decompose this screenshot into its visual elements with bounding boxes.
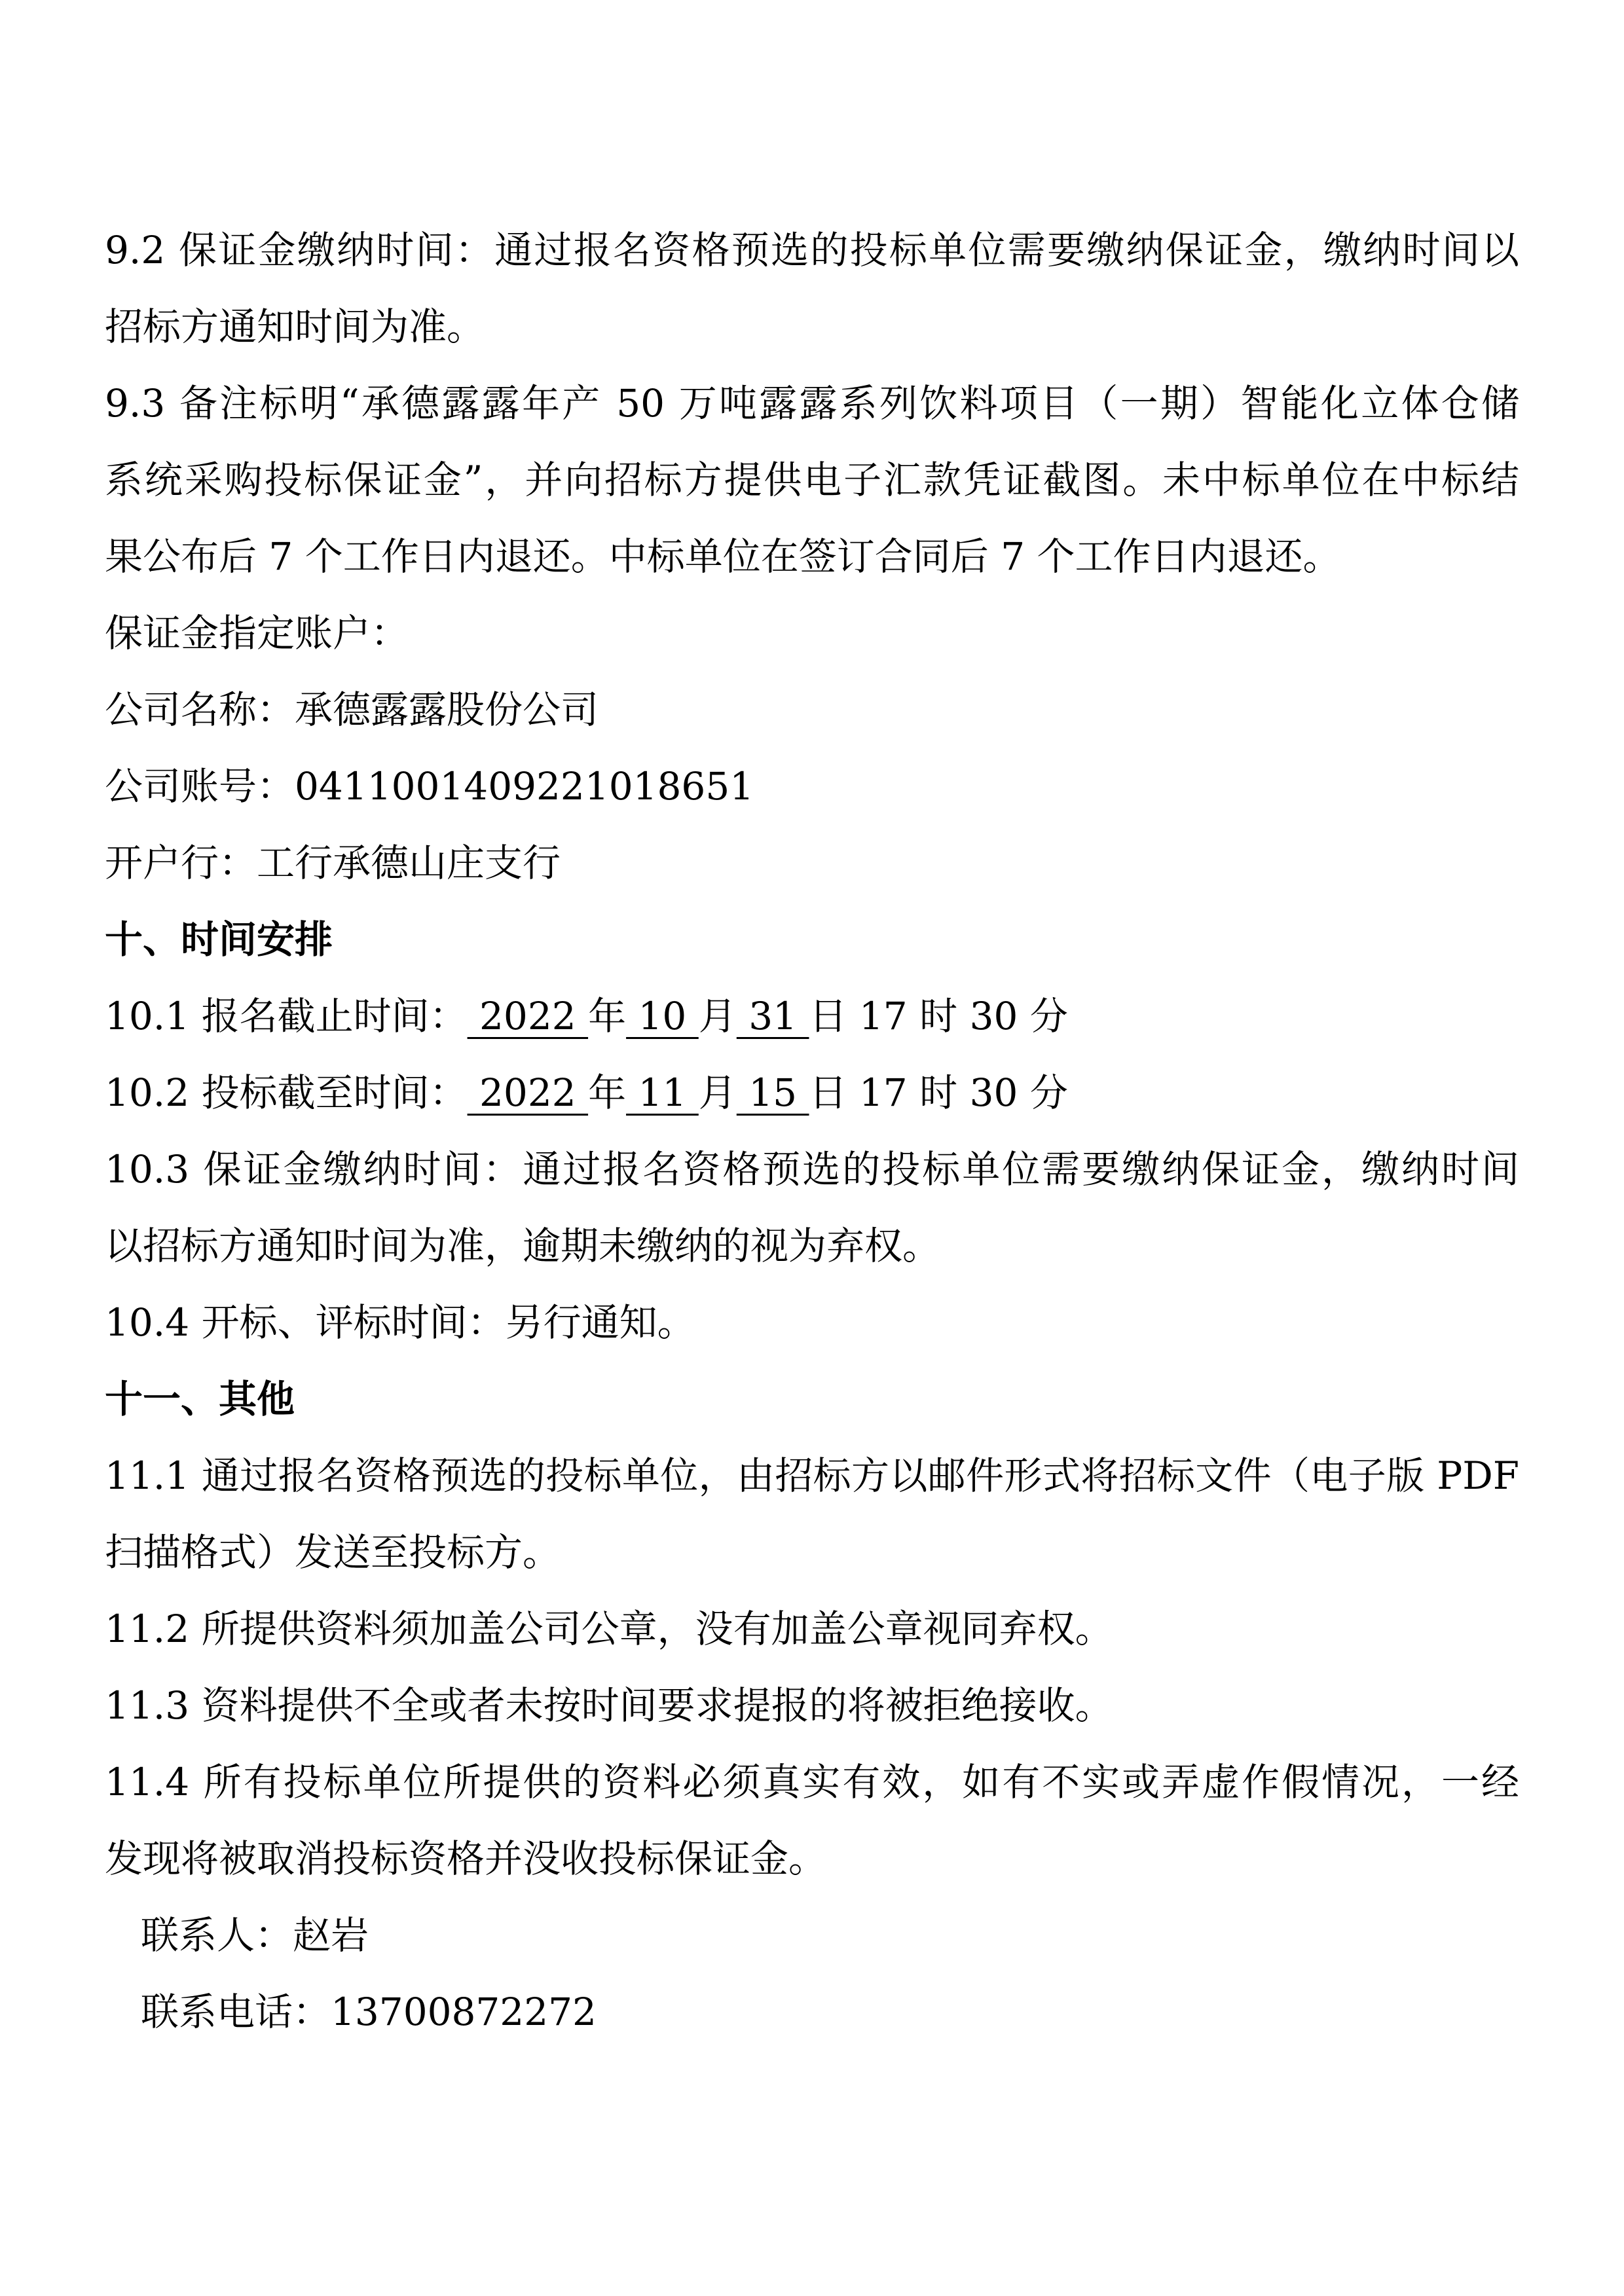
text-segment: 月 bbox=[698, 994, 737, 1038]
document-line bbox=[105, 289, 1519, 365]
document-line bbox=[105, 1438, 1519, 1514]
section-heading bbox=[105, 1361, 1519, 1438]
text-segment: 十一、其他 bbox=[105, 1377, 295, 1421]
document-line bbox=[105, 595, 1519, 672]
underlined-field: 15 bbox=[736, 1070, 809, 1115]
text-segment: 日 17 时 30 分 bbox=[809, 1070, 1068, 1115]
text-segment: 以招标方通知时间为准，逾期未缴纳的视为弃权。 bbox=[105, 1224, 941, 1268]
underlined-field: 10 bbox=[626, 994, 699, 1038]
text-segment: 11.1 通过报名资格预选的投标单位，由招标方以邮件形式将招标文件（电子版 PDF bbox=[105, 1453, 1519, 1498]
text-segment: 年 bbox=[588, 1070, 627, 1115]
document-line bbox=[105, 1667, 1519, 1744]
text-segment: 日 17 时 30 分 bbox=[809, 994, 1068, 1038]
text-segment: 系统采购投标保证金”，并向招标方提供电子汇款凭证截图。未中标单位在中标结 bbox=[105, 458, 1519, 502]
text-segment: 11.3 资料提供不全或者未按时间要求提报的将被拒绝接收。 bbox=[105, 1683, 1113, 1728]
document-line bbox=[105, 212, 1519, 289]
text-segment: 招标方通知时间为准。 bbox=[105, 304, 485, 349]
underlined-field: 11 bbox=[626, 1070, 699, 1115]
document-line bbox=[105, 1974, 1519, 2050]
text-segment: 10.3 保证金缴纳时间：通过报名资格预选的投标单位需要缴纳保证金，缴纳时间 bbox=[105, 1147, 1519, 1192]
text-segment: 开户行：工行承德山庄支行 bbox=[105, 841, 561, 885]
underlined-field: 2022 bbox=[467, 994, 589, 1038]
document-line bbox=[105, 1744, 1519, 1821]
document-line bbox=[105, 442, 1519, 519]
document-line bbox=[105, 825, 1519, 902]
underlined-field: 2022 bbox=[467, 1070, 589, 1115]
text-segment: 年 bbox=[588, 994, 627, 1038]
document-line bbox=[105, 1821, 1519, 1897]
text-segment: 发现将被取消投标资格并没收投标保证金。 bbox=[105, 1836, 827, 1881]
text-segment: 公司名称：承德露露股份公司 bbox=[105, 687, 599, 732]
text-segment: 10.4 开标、评标时间：另行通知。 bbox=[105, 1300, 695, 1345]
text-segment: 10.2 投标截至时间： bbox=[105, 1070, 468, 1115]
document-line bbox=[105, 1285, 1519, 1361]
document-line bbox=[105, 1208, 1519, 1285]
document-line bbox=[105, 1131, 1519, 1208]
text-segment: 联系人：赵岩 bbox=[141, 1913, 369, 1958]
document-line bbox=[105, 978, 1519, 1055]
text-segment: 公司账号：0411001409221018651 bbox=[105, 764, 754, 809]
text-segment: 保证金指定账户： bbox=[105, 611, 409, 655]
document-line bbox=[105, 365, 1519, 442]
text-segment: 10.1 报名截止时间： bbox=[105, 994, 468, 1038]
text-segment: 十、时间安排 bbox=[105, 917, 333, 962]
document-line bbox=[105, 1897, 1519, 1974]
underlined-field: 31 bbox=[736, 994, 809, 1038]
section-heading bbox=[105, 902, 1519, 978]
text-segment: 11.4 所有投标单位所提供的资料必须真实有效，如有不实或弄虚作假情况，一经 bbox=[105, 1760, 1519, 1804]
document-line bbox=[105, 1055, 1519, 1131]
text-segment: 11.2 所提供资料须加盖公司公章，没有加盖公章视同弃权。 bbox=[105, 1607, 1113, 1651]
document-content bbox=[105, 212, 1519, 2050]
document-line bbox=[105, 1514, 1519, 1591]
text-segment: 月 bbox=[698, 1070, 737, 1115]
text-segment: 9.2 保证金缴纳时间：通过报名资格预选的投标单位需要缴纳保证金，缴纳时间以 bbox=[105, 228, 1519, 272]
document-line bbox=[105, 1591, 1519, 1667]
text-segment: 联系电话：13700872272 bbox=[141, 1990, 597, 2034]
text-segment: 果公布后 7 个工作日内退还。中标单位在签订合同后 7 个工作日内退还。 bbox=[105, 534, 1341, 579]
text-segment: 9.3 备注标明“承德露露年产 50 万吨露露系列饮料项目（一期）智能化立体仓储 bbox=[105, 381, 1519, 426]
document-line bbox=[105, 519, 1519, 595]
document-line bbox=[105, 672, 1519, 748]
text-segment: 扫描格式）发送至投标方。 bbox=[105, 1530, 561, 1575]
document-line bbox=[105, 748, 1519, 825]
